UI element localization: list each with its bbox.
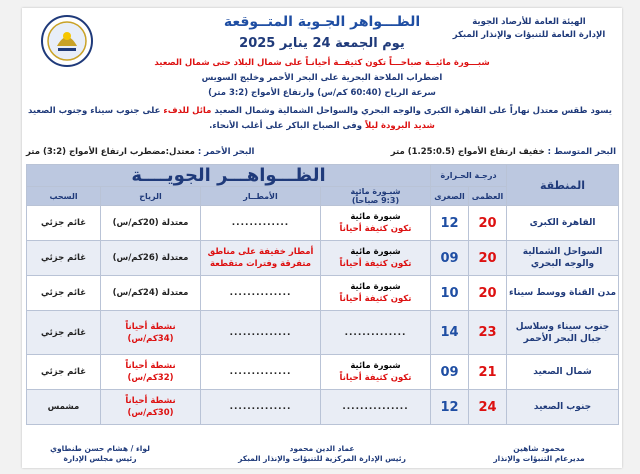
col-min: الصغرى xyxy=(431,187,469,206)
fog-dense: تكون كثيفة أحياناً xyxy=(339,259,412,269)
table-row xyxy=(27,276,619,311)
fog-bulletin: شبـــورة مائيــة صباحـــاً تكون كثيفــة أحيانـاً على شمال البلاد حتى شمال الصعيد xyxy=(154,58,490,68)
fog-cell xyxy=(321,311,431,355)
signer-name: عماد الدين محمود xyxy=(289,444,355,453)
signer-title: رئيس مجلس الإدارة xyxy=(63,454,137,463)
min-temp: 12 xyxy=(431,206,469,241)
col-fog-time: (9:3 صباحاً) xyxy=(351,196,400,205)
rain-cell: .............. xyxy=(201,390,321,425)
cloud-cell: غائم جزئي xyxy=(27,355,101,390)
col-wind: الرياح xyxy=(101,187,201,206)
min-temp: 12 xyxy=(431,390,469,425)
cloud-cell: غائم جزئي xyxy=(27,206,101,241)
region-cell: القاهرة الكبرى xyxy=(507,206,619,241)
signer-title: مديرعام التنبؤات والإنذار xyxy=(493,454,585,463)
col-cloud: السحب xyxy=(27,187,101,206)
max-temp: 20 xyxy=(469,206,507,241)
fog-cell xyxy=(321,355,431,390)
table-row xyxy=(27,355,619,390)
cloud-cell: غائم جزئي xyxy=(27,311,101,355)
max-temp: 20 xyxy=(469,241,507,276)
cloud-cell: مشمس xyxy=(27,390,101,425)
wind-speed: معتدلة (20كم/س) xyxy=(112,218,189,228)
red-state: معتدل:مضطرب xyxy=(129,147,195,157)
wind-cell xyxy=(101,311,201,355)
col-fog-label: شبـورة مائية xyxy=(350,187,401,196)
region-cell: السواحل الشمالية والوجه البحري xyxy=(507,241,619,276)
region-cell: جنوب سيناء وسلاسل جبال البحر الأحمر xyxy=(507,311,619,355)
wind-speed: معتدلة (26كم/س) xyxy=(112,253,189,263)
fog-text: شبورة مائية xyxy=(350,361,401,371)
min-temp: 09 xyxy=(431,241,469,276)
med-label: البحر المتوسط : xyxy=(547,147,616,157)
med-state: خفيف xyxy=(518,147,545,157)
table-row xyxy=(27,241,619,276)
signer-name: محمود شاهين xyxy=(513,444,565,453)
col-fog xyxy=(321,187,431,206)
wind-alert: نشطة أحياناً xyxy=(125,321,176,332)
red-sea xyxy=(26,147,254,157)
fog-cell xyxy=(321,241,431,276)
max-temp: 21 xyxy=(469,355,507,390)
table-banner: الظـــواهـــر الجويــــة xyxy=(27,165,431,187)
red-waves: ارتفاع الأمواج (3:2) متر xyxy=(26,147,127,157)
col-max: العظمى xyxy=(469,187,507,206)
col-rain: الأمطــار xyxy=(201,187,321,206)
wind-alert: نشطة أحياناً xyxy=(125,396,176,406)
wind-cell xyxy=(101,241,201,276)
red-label: البحر الأحمر : xyxy=(197,147,255,157)
fog-dense: تكون كثيفة أحياناً xyxy=(339,224,412,234)
weather-bulletin-1 xyxy=(27,106,612,116)
wind-speed: معتدلة (24كم/س) xyxy=(112,288,189,298)
rain-cell: أمطار خفيفة على مناطق متفرقة وفترات متقطعة xyxy=(201,241,321,276)
wind-alert: نشطة أحياناً xyxy=(125,361,176,371)
fog-dense: تكون كثيفة أحياناً xyxy=(339,373,412,383)
wind-cell xyxy=(101,276,201,311)
fog-text: شبورة مائية xyxy=(350,247,401,257)
wind-cell xyxy=(101,206,201,241)
weather-bulletin-2 xyxy=(32,121,612,131)
rain-cell: .............. xyxy=(201,355,321,390)
signature-central-admin xyxy=(222,444,422,464)
bulletin-south: على جنوب سيناء وجنوب الصعيد xyxy=(27,106,161,116)
med-waves: ارتفاع الأمواج (1.25:0.5) متر xyxy=(390,147,516,157)
signature-forecast-director xyxy=(464,444,614,464)
table-row xyxy=(27,311,619,355)
table-row xyxy=(27,390,619,425)
col-region: المنطقة xyxy=(507,165,619,206)
signer-name: لواء / هشام حسن طنطاوي xyxy=(50,444,150,453)
bulletin-warm: مائل للدفء xyxy=(163,106,212,116)
min-temp: 09 xyxy=(431,355,469,390)
fog-cell xyxy=(321,390,431,425)
region-cell: مدن القناة ووسط سيناء xyxy=(507,276,619,311)
wind-speed: (34كم/س) xyxy=(127,333,174,344)
bulletin-temperate: يسود طقس معتدل نهاراً على القاهرة الكبرى والوجه البحري والسواحل الشمالية وشمال الصعيد xyxy=(214,106,612,116)
fog-cell xyxy=(321,276,431,311)
rain-cell: .............. xyxy=(201,276,321,311)
fog-text: شبورة مائية xyxy=(350,282,401,292)
cloud-cell: غائم جزئي xyxy=(27,241,101,276)
bulletin-morning: وفى الصباح الباكر على أغلب الأنحاء. xyxy=(209,121,362,131)
fog-text: شبورة مائية xyxy=(350,212,401,222)
wind-bulletin: سرعة الرياح (60:40 كم/س) وارتفاع الأمواج (3:2 متر) xyxy=(208,88,436,98)
bulletin-cold: شديد البرودة ليلاً xyxy=(364,121,435,131)
signature-board-chair xyxy=(30,444,170,464)
rain-cell: .............. xyxy=(201,311,321,355)
cloud-cell: غائم جزئي xyxy=(27,276,101,311)
fog-cell xyxy=(321,206,431,241)
region-cell: جنوب الصعيد xyxy=(507,390,619,425)
forecast-table xyxy=(26,164,619,425)
wind-cell xyxy=(101,390,201,425)
wind-speed: (32كم/س) xyxy=(127,373,174,383)
max-temp: 24 xyxy=(469,390,507,425)
fog-dense: تكون كثيفة أحياناً xyxy=(339,294,412,304)
mediterranean-sea xyxy=(391,147,616,157)
forecast-sheet xyxy=(22,8,622,468)
rain-cell: ............. xyxy=(201,206,321,241)
fog-text: ............... xyxy=(342,402,409,412)
wind-speed: (30كم/س) xyxy=(127,408,174,418)
fog-text: .............. xyxy=(344,327,407,338)
region-cell: شمال الصعيد xyxy=(507,355,619,390)
sea-state-row xyxy=(26,147,616,161)
wind-cell xyxy=(101,355,201,390)
max-temp: 23 xyxy=(469,311,507,355)
org-name: الهيئة العامة للأرصاد الجوية xyxy=(472,17,586,27)
forecast-date: يوم الجمعة 24 يناير 2025 xyxy=(239,36,405,51)
min-temp: 14 xyxy=(431,311,469,355)
min-temp: 10 xyxy=(431,276,469,311)
col-temperature: درجـة الحـرارة xyxy=(431,165,507,187)
signer-title: رئيس الإدارة المركزية للتنبؤات والإنذار المبكر xyxy=(238,454,406,463)
table-row xyxy=(27,206,619,241)
max-temp: 20 xyxy=(469,276,507,311)
page-title: الظـــواهر الجـوية المتــوقعة xyxy=(223,14,421,30)
org-dept: الإدارة العامة للتنبؤات والإنذار المبكر xyxy=(452,30,606,40)
marine-bulletin: اضطراب الملاحة البحرية على البحر الأحمر وخليج السويس xyxy=(201,73,443,83)
